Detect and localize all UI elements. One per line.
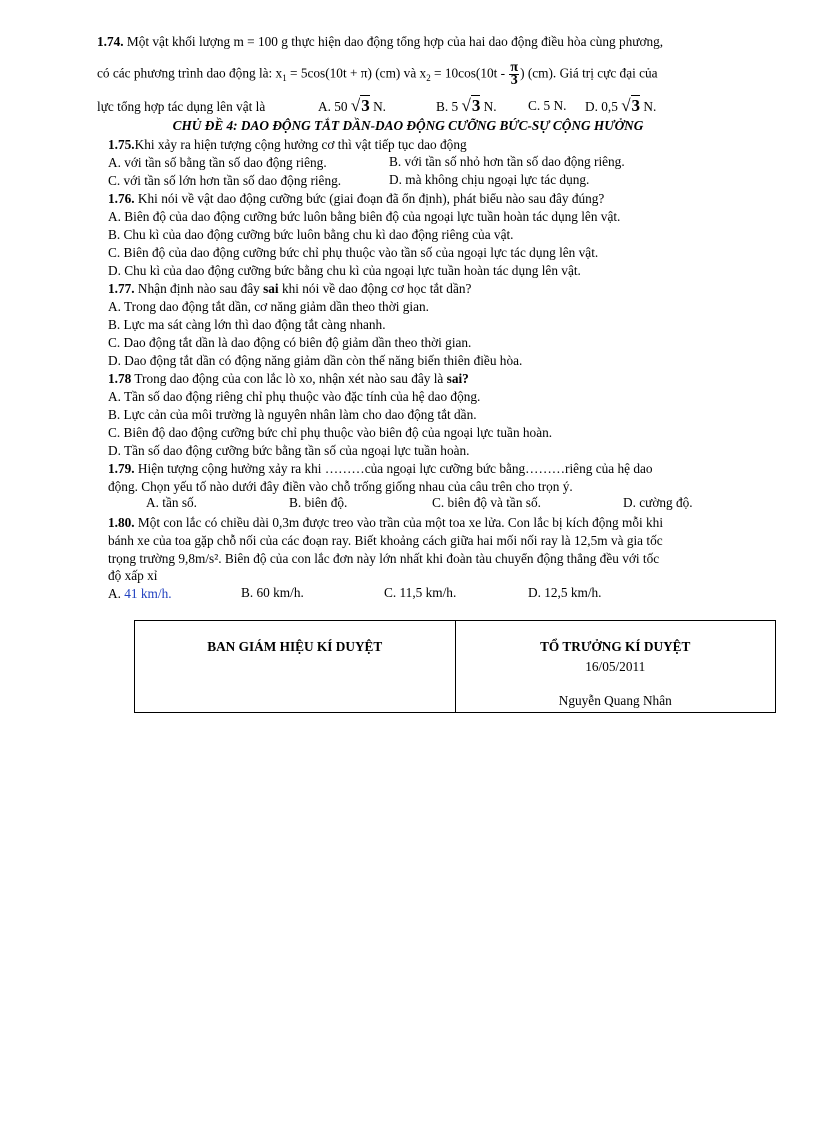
q174-text2d: ) (cm). Giá trị cực đại của [520,65,658,81]
q179-option-b: B. biên độ. [289,495,348,510]
q180-stem-line2: bánh xe của toa gặp chỗ nối của các đoạn ray. Biết khoảng cách giữa hai mối nối ray là 12,5m và gia tốc [108,533,663,548]
signature-right-cell [455,621,776,713]
q177-text: Nhận định nào sau đây [134,281,264,296]
q180-option-a [108,585,172,602]
q180-stem-line4: độ xấp xỉ [108,568,158,583]
q174-b-unit: N. [483,99,497,114]
q176-option-b: B. Chu kì của dao động cưỡng bức luôn bằng chu kì dao động riêng của vật. [108,227,514,242]
q175-option-d: D. mà không chịu ngoại lực tác dụng. [389,172,590,187]
q179-option-d: D. cường độ. [623,495,693,510]
q174-text2b: = 5cos(10t + π) (cm) và x [286,65,427,81]
q174-b-label: B. 5 [436,99,459,114]
q179-text1: Hiện tượng cộng hưởng xảy ra khi ………của ngoại lực cưỡng bức bằng………riêng của hệ dao [134,461,653,476]
q175-text: Khi xảy ra hiện tượng cộng hưởng cơ thì vật tiếp tục dao động [134,137,467,152]
q178-option-b: B. Lực cản của môi trường là nguyên nhân làm cho dao động tắt dần. [108,407,477,422]
q174-option-c: C. 5 N. [528,98,567,113]
q177-bold-word: sai [263,281,279,296]
q174-line1 [97,33,663,50]
q180-number: 1.80. [108,515,135,530]
q180-text1: Một con lắc có chiều dài 0,3m được treo vào trần của một toa xe lửa. Con lắc bị kích động mỗi khi [134,515,664,530]
q177-number: 1.77. [108,281,135,296]
q174-a-unit: N. [373,99,386,114]
sqrt-icon: √3 [461,96,481,115]
q175-option-b: B. với tần số nhỏ hơn tần số dao động riêng. [389,154,625,169]
q175-option-a: A. với tần số bằng tần số dao động riêng. [108,155,327,170]
q176-number: 1.76. [108,191,135,206]
fraction-denominator: 3 [510,73,518,88]
q175-option-c: C. với tần số lớn hơn tần số dao động riêng. [108,173,342,188]
q176-option-d: D. Chu kì của dao động cưỡng bức bằng chu kì của ngoại lực tuần hoàn tác dụng lên vật. [108,263,581,278]
pi-over-3-fraction [509,62,519,87]
q180-a-answer: 41 km/h. [124,586,172,601]
q174-line3 [97,98,265,115]
q180-option-c: C. 11,5 km/h. [384,585,457,600]
q178-option-c: C. Biên độ dao động cưỡng bức chỉ phụ thuộc vào biên độ của ngoại lực tuần hoàn. [108,425,553,440]
q177-option-a: A. Trong dao động tắt dần, cơ năng giảm dần theo thời gian. [108,299,429,314]
q176-option-c: C. Biên độ của dao động cưỡng bức chỉ phụ thuộc vào tần số của ngoại lực tác dụng lên vật. [108,245,599,260]
q180-a-label: A. [108,586,125,601]
q174-text1: Một vật khối lượng m = 100 g thực hiện dao động tổng hợp của hai dao động điều hòa cùng phương, [123,34,664,49]
principal-approval-title: BAN GIÁM HIỆU KÍ DUYỆT [207,639,383,654]
q180-option-d: D. 12,5 km/h. [528,585,602,600]
q176-option-a: A. Biên độ của dao động cưỡng bức luôn bằng biên độ của ngoại lực tuần hoàn tác dụng lên vật. [108,209,621,224]
q175-number: 1.75. [108,137,135,152]
q174-text2c: = 10cos(10t - [430,65,509,81]
q177-option-c: C. Dao động tắt dần là dao động có biên độ giảm dần theo thời gian. [108,335,472,350]
q177-text2: khi nói về dao động cơ học tắt dần? [278,281,472,296]
q176-stem [108,190,604,207]
q174-sub1: 1 [282,73,287,84]
q177-stem [108,280,471,297]
signature-table [134,620,776,713]
q174-a-label: A. 50 [318,99,348,114]
q177-option-d: D. Dao động tắt dần có động năng giảm dần còn thế năng biến thiên điều hòa. [108,353,523,368]
sqrt-radicand: 3 [471,96,481,115]
q174-d-label: D. 0,5 [585,99,618,114]
sqrt-radicand: 3 [631,96,641,115]
q174-option-b [436,96,497,116]
q179-stem-line2: động. Chọn yếu tố nào dưới đây điền vào chỗ trống giống nhau của câu trên cho trọn ý. [108,479,573,494]
signature-left-cell [135,621,456,713]
q179-number: 1.79. [108,461,135,476]
sqrt-icon: √3 [350,96,370,115]
q174-number: 1.74. [97,34,124,49]
head-approval-title: TỔ TRƯỞNG KÍ DUYỆT [540,639,691,654]
q179-option-a: A. tần số. [146,495,197,510]
q178-text: Trong dao động của con lắc lò xo, nhận xét nào sau đây là [131,371,447,386]
q174-text3: lực tổng hợp tác dụng lên vật là [97,99,266,114]
sqrt-radicand: 3 [361,96,370,115]
q174-sub2: 2 [426,73,431,84]
fraction-numerator: π [510,60,519,75]
q180-option-b: B. 60 km/h. [241,585,304,600]
q180-stem-line1 [108,514,663,531]
q174-option-a [318,96,386,116]
q174-option-d [585,96,656,116]
q174-d-unit: N. [643,99,657,114]
q178-option-a: A. Tần số dao động riêng chỉ phụ thuộc vào đặc tính của hệ dao động. [108,389,481,404]
q175-stem [108,136,467,153]
chapter-title: CHỦ ĐỀ 4: DAO ĐỘNG TẮT DẦN-DAO ĐỘNG CƯỠNG BỨC-SỰ CỘNG HƯỞNG [172,118,644,133]
q178-bold-word: sai? [446,371,469,386]
q174-line2 [97,62,658,87]
q178-stem [108,370,469,387]
q177-option-b: B. Lực ma sát càng lớn thì dao động tắt càng nhanh. [108,317,386,332]
q176-text: Khi nói về vật dao động cưỡng bức (giai đoạn đã ổn định), phát biểu nào sau đây đúng? [134,191,605,206]
q174-text2a: có các phương trình dao động là: x [97,65,283,81]
q180-stem-line3: trọng trường 9,8m/s². Biên độ của con lắc đơn này lớn nhất khi đoàn tàu chuyển động thẳng đều với tốc [108,551,660,566]
sqrt-icon: √3 [621,96,641,115]
q179-stem-line1 [108,460,653,477]
approval-date: 16/05/2011 [585,659,646,674]
q178-number: 1.78 [108,371,132,386]
q178-option-d: D. Tần số dao động cưỡng bức bằng tần số của ngoại lực tuần hoàn. [108,443,470,458]
signer-name: Nguyễn Quang Nhân [558,693,672,708]
q179-option-c: C. biên độ và tần số. [432,495,541,510]
